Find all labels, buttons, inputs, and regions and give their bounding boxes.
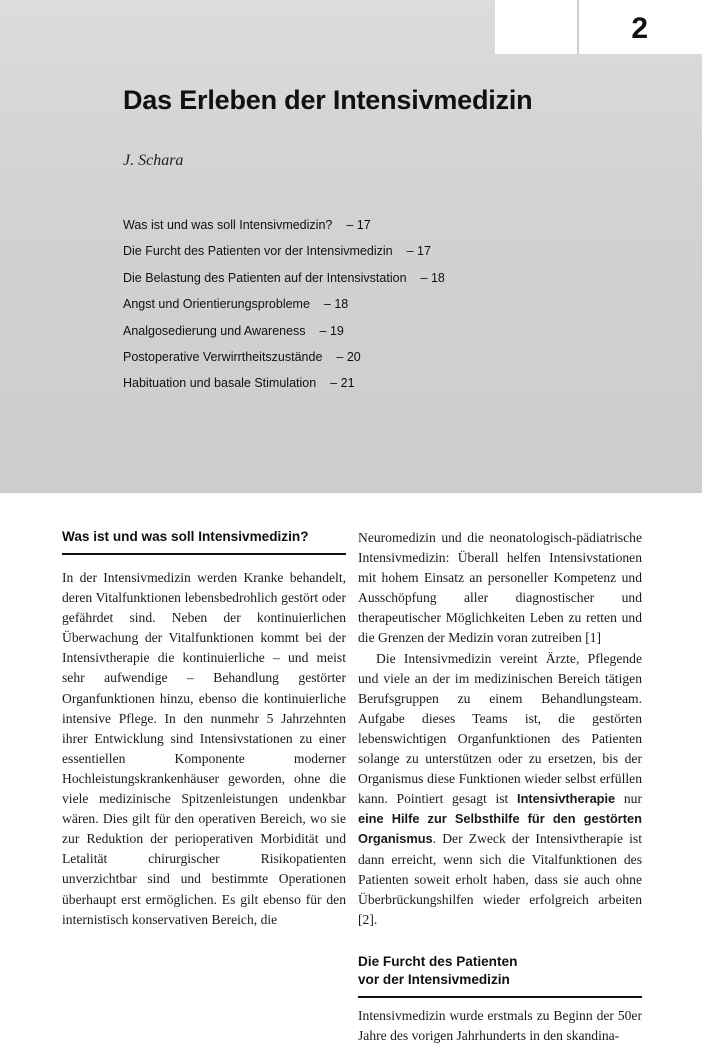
heading-line: Die Furcht des Patienten [358,953,518,969]
chapter-header [0,0,702,493]
toc-item[interactable] [123,348,445,374]
author: J. Schara [123,152,184,169]
toc-item-page: – 21 [330,376,355,391]
toc-item[interactable] [123,216,445,242]
toc-item-page: – 18 [420,270,445,285]
paragraph-text: nur [615,791,642,807]
paragraph-text: . Der Zweck der Intensivtherapie ist dann erreicht, wenn sich die Vitalfunktionen des Patienten soweit erholt haben, dass sie auch ohne Überbrückungshilfen wieder erfolgreich arbeiten [2]. [358,831,642,927]
paragraph-text: Die Intensivmedizin vereint Ärzte, Pflegende und viele an der im medizinischen Bereich tätigen Berufsgruppen zu einem Behandlungsteam. Aufgabe dieses Teams ist, die gestörten lebenswichtigen Organfunktionen des Patienten solange zu unterstützen oder zu ersetzen, bis der Organismus diese Funktionen wieder selbst erfüllen kann. Pointiert gesagt ist [358,650,642,807]
toc-item[interactable] [123,322,445,348]
toc-item-page: – 18 [323,297,349,312]
chapter-title: Das Erleben der Intensivmedizin [123,85,533,115]
continuation-spacer: Neuromedizin und die neonatologisch-pädiatrische Intensivmedizin: Überall helfen Intensivstationen mit hohem Einsatz an personeller Kompetenz und Ausschöpfung aller diagnostischer und therapeutischer Möglichkeiten Leben zu retten und die Grenzen der Medizin voran zutreiben [1] [358,530,642,646]
toc-item-page: – 19 [319,323,344,338]
section-heading-furcht [358,953,642,998]
toc-item[interactable] [123,374,445,400]
toc-item-label: Habituation und basale Stimulation [123,376,317,391]
toc-item-page: – 17 [346,218,371,232]
toc-item-label: Die Furcht des Patienten vor der Intensivmedizin [123,244,393,259]
left-column [62,528,346,930]
table-of-contents [123,216,445,401]
body-paragraph: Intensivmedizin wurde erstmals zu Beginn der 50er Jahre des vorigen Jahrhunderts in den skandina- [358,1007,642,1043]
emphasis-intensivtherapie: Intensivtherapie [517,791,616,807]
body-paragraph: In der Intensivmedizin werden Kranke behandelt, deren Vitalfunktionen lebensbedrohlich gestört oder gefährdet sind. Neben der kontinuierlichen Überwachung der Vitalfunktionen kommt bei der Intensivtherapie die kontinuierliche – und meist sehr aufwendige – Behandlung gestörter Organfunktionen hinzu, ebenso die kontinuierliche intensive Pflege. In den nunmehr 5 Jahrzehnten ihrer Entwicklung sind Intensivstationen zu einer essentiellen Komponente moderner Hochleistungskrankenhäuser geworden, ohne die viele medizinische Spitzenleistungen undenkbar wären. Dies gilt für den operativen Bereich, wo sie zur Reduktion der perioperativen Morbidität und Letalität chirurgischer Risikopatienten unverzichtbar sind und bestimmte Operationen überhaupt erst ermöglichen. Es gilt ebenso für den internistisch konservativen Bereich, die [62,570,346,927]
toc-item-page: – 20 [336,349,361,364]
chapter-number-box [495,0,702,54]
right-column [358,528,642,1046]
toc-item-label: Analgosedierung und Awareness [123,323,306,338]
toc-item[interactable] [123,269,445,295]
toc-item-label: Postoperative Verwirrtheitszustände [123,349,323,364]
toc-item-label: Die Belastung des Patienten auf der Intensivstation [123,270,407,285]
emphasis-hilfe-zur-selbsthilfe: eine Hilfe zur Selbsthilfe für den gestörten Organismus [358,811,642,847]
chapter-box-divider [577,0,579,54]
toc-item-page: – 17 [406,244,431,259]
toc-item-label: Angst und Orientierungsprobleme [123,297,310,312]
section-heading-intensivmedizin: Was ist und was soll Intensivmedizin? [62,528,346,555]
toc-item[interactable] [123,295,445,321]
chapter-number: 2 [631,12,648,45]
heading-line: vor der Intensivmedizin [358,971,510,987]
body-paragraph [358,649,642,930]
toc-item[interactable] [123,242,445,268]
toc-item-label: Was ist und was soll Intensivmedizin? [123,218,333,232]
